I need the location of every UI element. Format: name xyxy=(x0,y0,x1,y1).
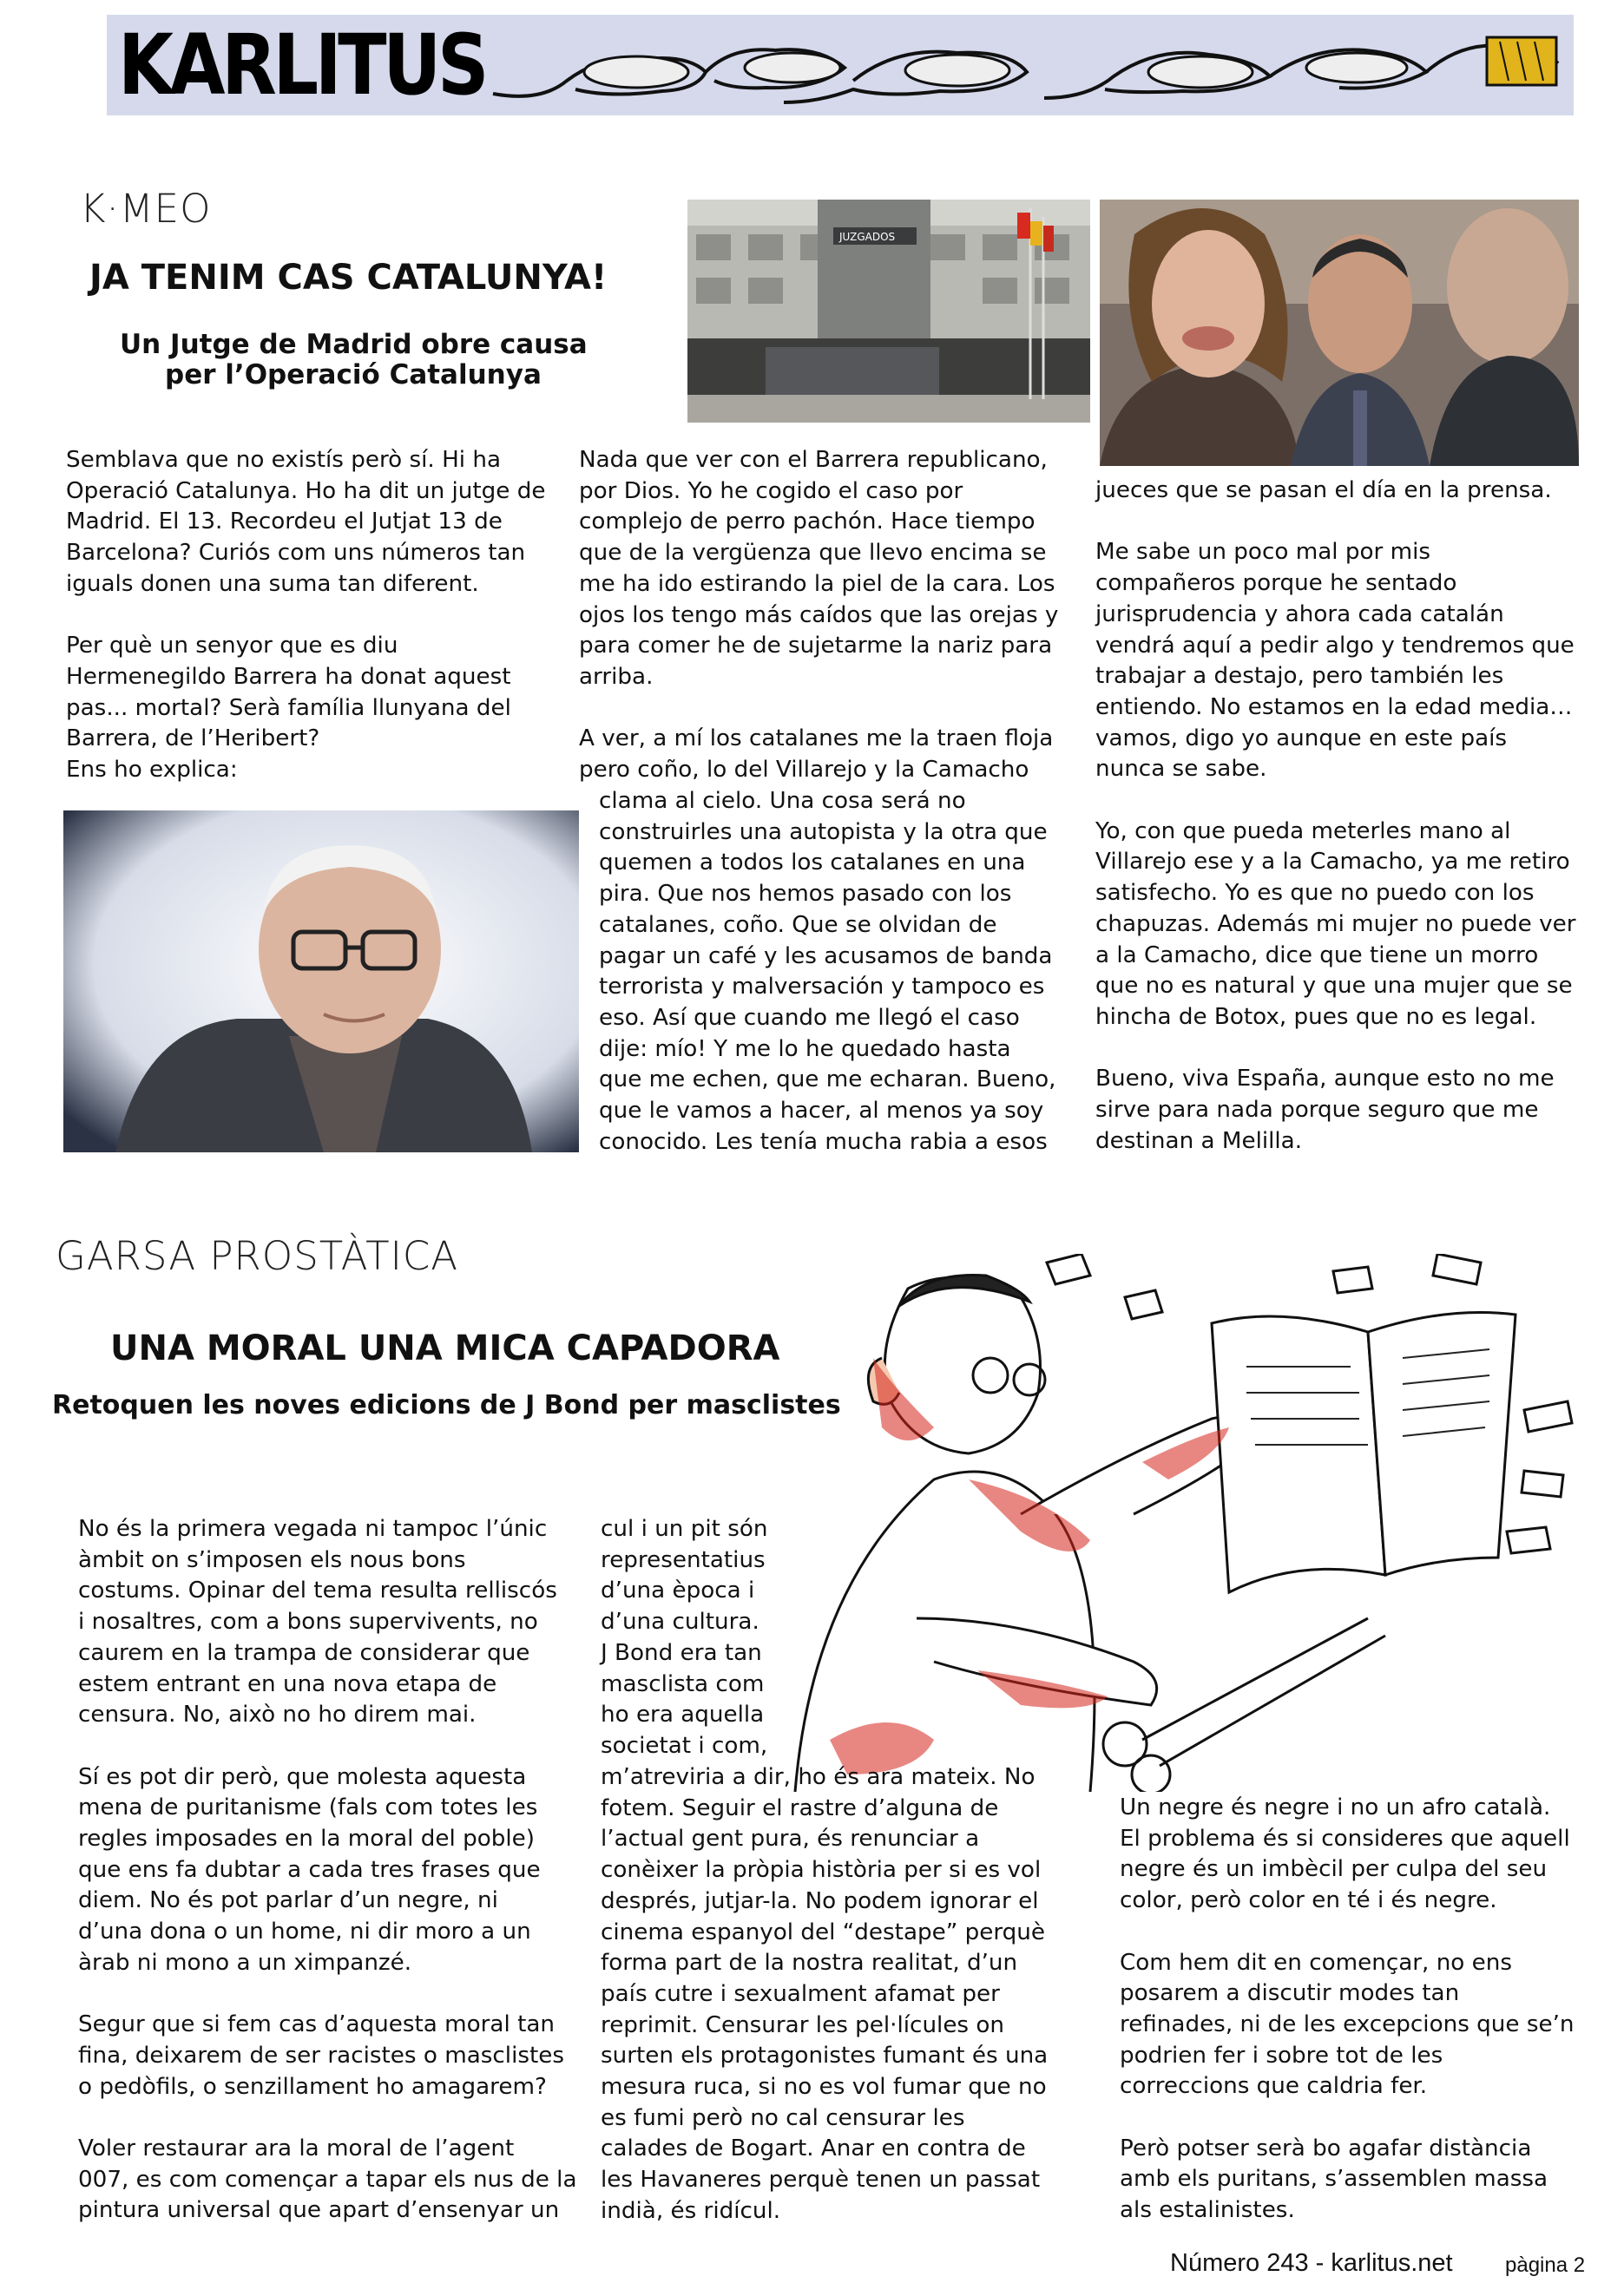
text-line: satisfecho. Yo es que no puedo con los xyxy=(1095,880,1535,907)
text-line: eso. Así que cuando me llegó el caso xyxy=(599,1004,1020,1031)
article1-headline: JA TENIM CAS CATALUNYA! xyxy=(89,258,608,298)
text-line: indià, és ridícul. xyxy=(601,2197,781,2224)
text-line: caurem en la trampa de considerar que xyxy=(78,1639,530,1666)
text-line: pagar un café y les acusamos de banda xyxy=(599,942,1053,969)
text-line xyxy=(1095,785,1581,817)
text-line: pira. Que nos hemos pasado con los xyxy=(599,881,1012,908)
text-line: costums. Opinar del tema resulta relliscós xyxy=(78,1578,557,1604)
text-line: després, jutjar-la. No podem ignorar el xyxy=(601,1887,1039,1914)
text-line: àmbit on s’imposen els nous bons xyxy=(78,1546,466,1573)
text-line: Barcelona? Curiós com uns números tan xyxy=(66,540,526,567)
section-title-kmeo: K·MEO xyxy=(80,186,212,232)
text-line: Segur que si fem cas d’aquesta moral tan xyxy=(78,2011,555,2038)
article2-headline: UNA MORAL UNA MICA CAPADORA xyxy=(110,1328,780,1368)
text-line: El problema és si consideres que aquell xyxy=(1120,1825,1570,1852)
footer-page-number: pàgina 2 xyxy=(1505,2253,1586,2277)
text-line xyxy=(78,1731,590,1762)
text-line: refinades, ni de les excepcions que se’n xyxy=(1120,2011,1575,2037)
text-line: mesura ruca, si no es vol fumar que no xyxy=(601,2074,1047,2101)
text-line: les Havaneres perquè tenen un passat xyxy=(601,2167,1041,2194)
text-line: J Bond era tan xyxy=(601,1639,762,1666)
text-line: negre és un imbècil per culpa del seu xyxy=(1120,1856,1548,1883)
text-line: mena de puritanisme (fals com totes les xyxy=(78,1794,538,1821)
text-line: destinan a Melilla. xyxy=(1095,1127,1303,1154)
text-line: diem. No és pot parlar d’un negre, ni xyxy=(78,1887,498,1914)
text-line xyxy=(78,2102,590,2134)
article1-column1 xyxy=(66,445,569,786)
article1-column3 xyxy=(1095,476,1581,1157)
text-line: color, però color en té i és negre. xyxy=(1120,1887,1497,1914)
text-line: hincha de Botox, pues que no es legal. xyxy=(1095,1003,1537,1030)
text-line: es fumi però no cal censurar les xyxy=(601,2104,965,2131)
text-line: dije: mío! Y me lo he quedado hasta xyxy=(599,1035,1011,1062)
text-line: complejo de perro pachón. Hace tiempo xyxy=(579,508,1036,535)
article1-column2-top xyxy=(579,445,1065,786)
text-line: vamos, digo yo aunque en este país xyxy=(1095,725,1508,751)
text-line xyxy=(66,600,569,632)
courthouse-photo xyxy=(687,200,1090,423)
article1-subheadline-line1: Un Jutge de Madrid obre causa xyxy=(120,329,588,360)
text-line: Yo, con que pueda meterles mano al xyxy=(1095,817,1511,844)
text-line: estem entrant en una nova etapa de xyxy=(78,1670,497,1697)
text-line xyxy=(1120,1917,1606,1948)
text-line: que ens fa dubtar a cada tres frases que xyxy=(78,1856,541,1883)
rats-illustration xyxy=(489,20,1565,110)
article2-subheadline: Retoquen les noves edicions de J Bond per masclistes xyxy=(52,1390,841,1420)
text-line: Villarejo ese y a la Camacho, ya me retiro xyxy=(1095,849,1570,876)
text-line: pintura universal que apart d’ensenyar un xyxy=(78,2197,560,2224)
text-line: calades de Bogart. Anar en contra de xyxy=(601,2135,1026,2162)
text-line: l’actual gent pura, és renunciar a xyxy=(601,1826,980,1853)
text-line: sirve para nada porque seguro que me xyxy=(1095,1097,1539,1124)
text-line: quemen a todos los catalanes en una xyxy=(599,850,1026,876)
text-line: a la Camacho, dice que tiene un morro xyxy=(1095,941,1539,968)
text-line: m’atreviria a dir, ho és ara mateix. No xyxy=(601,1764,1036,1790)
text-line: Ens ho explica: xyxy=(66,757,238,784)
text-line: Voler restaurar ara la moral de l’agent xyxy=(78,2135,515,2162)
text-line: para comer he de sujetarme la nariz para xyxy=(579,633,1053,659)
text-line: me ha ido estirando la piel de la cara. Los xyxy=(579,570,1055,597)
masthead-banner xyxy=(107,15,1574,115)
text-line: jurisprudencia y ahora cada catalán xyxy=(1095,600,1504,627)
article2-column2-top xyxy=(601,1514,792,1762)
text-line: ho era aquella xyxy=(601,1702,765,1729)
section-title-garsa: GARSA PROSTÀTICA xyxy=(56,1233,459,1279)
text-line: ojos los tengo más caídos que las orejas y xyxy=(579,601,1059,628)
article1-subheadline-line2: per l’Operació Catalunya xyxy=(165,359,542,390)
text-line: Hermenegildo Barrera ha donat aquest xyxy=(66,663,511,690)
text-line: arriba. xyxy=(579,663,654,690)
masthead-logo: KARLITUS xyxy=(118,16,486,114)
text-line: conèixer la pròpia història per si es vol xyxy=(601,1857,1042,1884)
text-line: fina, deixarem de ser racistes o masclistes xyxy=(78,2042,565,2069)
text-line: pas... mortal? Serà família llunyana del xyxy=(66,694,511,721)
text-line: cul i un pit són xyxy=(601,1516,768,1542)
text-line: societat i com, xyxy=(601,1732,768,1759)
text-line: àrab ni mono a un ximpanzé. xyxy=(78,1949,412,1976)
text-line: nunca se sabe. xyxy=(1095,756,1267,783)
text-line: que de la vergüenza que llevo encima se xyxy=(579,540,1047,567)
text-line: cinema espanyol del “destape” perquè xyxy=(601,1919,1045,1945)
cartoon-illustration xyxy=(760,1254,1594,1792)
text-line: representatius xyxy=(601,1546,766,1573)
text-line: Com hem dit en començar, no ens xyxy=(1120,1949,1513,1976)
text-line: censura. No, això no ho direm mai. xyxy=(78,1702,477,1729)
text-line: iguals donen una suma tan diferent. xyxy=(66,570,479,597)
text-line: trabajar a destajo, pero también les xyxy=(1095,663,1504,690)
text-line: No és la primera vegada ni tampoc l’únic xyxy=(78,1516,548,1542)
text-line: conocido. Les tenía mucha rabia a esos xyxy=(599,1128,1048,1155)
text-line: que me echen, que me echaran. Bueno, xyxy=(599,1066,1056,1093)
text-line: o pedòfils, o senzillament ho amagarem? xyxy=(78,2073,547,2100)
text-line: reprimit. Censurar les pel·lícules on xyxy=(601,2011,1005,2038)
text-line: que no es natural y que una mujer que se xyxy=(1095,973,1573,1000)
text-line: Sí es pot dir però, que molesta aquesta xyxy=(78,1763,527,1790)
text-line: forma part de la nostra realitat, d’un xyxy=(601,1950,1018,1977)
text-line: jueces que se pasan el día en la prensa. xyxy=(1095,477,1552,503)
text-line: Me sabe un poco mal por mis xyxy=(1095,539,1431,566)
text-line: por Dios. Yo he cogido el caso por xyxy=(579,477,963,504)
text-line xyxy=(1095,1033,1581,1065)
text-line: construirles una autopista y la otra que xyxy=(599,818,1048,845)
courthouse-sign: JUZGADOS xyxy=(839,231,896,243)
text-line: correccions que caldria fer. xyxy=(1120,2073,1428,2100)
text-line: catalanes, coño. Que se olvidan de xyxy=(599,911,997,938)
text-line: Operació Catalunya. Ho ha dit un jutge de xyxy=(66,477,546,504)
text-line xyxy=(1095,507,1581,538)
text-line: pero coño, lo del Villarejo y la Camacho xyxy=(579,757,1029,784)
text-line: entiendo. No estamos en la edad media… xyxy=(1095,693,1573,720)
text-line: Barrera, de l’Heribert? xyxy=(66,725,320,752)
text-line: Bueno, viva España, aunque esto no me xyxy=(1095,1066,1555,1092)
text-line: Nada que ver con el Barrera republicano, xyxy=(579,447,1048,473)
text-line: surten els protagonistes fumant és una xyxy=(601,2043,1049,2070)
text-line xyxy=(78,1979,590,2011)
text-line: posarem a discutir modes tan xyxy=(1120,1980,1460,2007)
text-line: país cutre i sexualment afamat per xyxy=(601,1980,1000,2007)
text-line xyxy=(579,693,1065,725)
text-line: fotem. Seguir el rastre d’alguna de xyxy=(601,1794,999,1821)
text-line: terrorista y malversación y tampoco es xyxy=(599,974,1045,1000)
text-line: Un negre és negre i no un afro català. xyxy=(1120,1794,1551,1820)
text-line: 007, es com començar a tapar els nus de la xyxy=(78,2166,577,2193)
text-line: Però potser serà bo agafar distància xyxy=(1120,2135,1532,2162)
text-line: compañeros porque he sentado xyxy=(1095,570,1457,597)
text-line: chapuzas. Además mi mujer no puede ver xyxy=(1095,910,1576,937)
footer-issue: Número 243 - karlitus.net xyxy=(1170,2249,1453,2277)
text-line: regles imposades en la moral del poble) xyxy=(78,1826,535,1853)
text-line: als estalinistes. xyxy=(1120,2197,1295,2224)
text-line: Per què un senyor que es diu xyxy=(66,633,398,659)
text-line xyxy=(1120,2102,1606,2134)
text-line: podrien fer i sobre tot de les xyxy=(1120,2042,1443,2069)
text-line: d’una dona o un home, ni dir moro a un xyxy=(78,1919,531,1945)
elderly-man-photo xyxy=(63,810,579,1152)
article2-column2-bottom xyxy=(601,1762,1087,2227)
article2-column1 xyxy=(78,1514,590,2227)
text-line: clama al cielo. Una cosa será no xyxy=(599,788,966,814)
text-line: i nosaltres, com a bons supervivents, no xyxy=(78,1609,538,1636)
article2-column3 xyxy=(1120,1793,1606,2227)
text-line: vendrá aquí a pedir algo y tendremos que xyxy=(1095,632,1575,659)
article1-column2-bottom xyxy=(599,786,1068,1158)
text-line: masclista com xyxy=(601,1670,765,1697)
text-line: d’una cultura. xyxy=(601,1609,759,1636)
text-line: Madrid. El 13. Recordeu el Jutjat 13 de xyxy=(66,508,503,535)
text-line: d’una època i xyxy=(601,1578,755,1604)
text-line: que le vamos a hacer, al menos ya soy xyxy=(599,1098,1044,1125)
text-line: amb els puritans, s’assemblen massa xyxy=(1120,2166,1548,2193)
text-line: A ver, a mí los catalanes me la traen floja xyxy=(579,725,1054,752)
politicians-photo xyxy=(1100,200,1579,466)
text-line: Semblava que no existís però sí. Hi ha xyxy=(66,447,502,473)
